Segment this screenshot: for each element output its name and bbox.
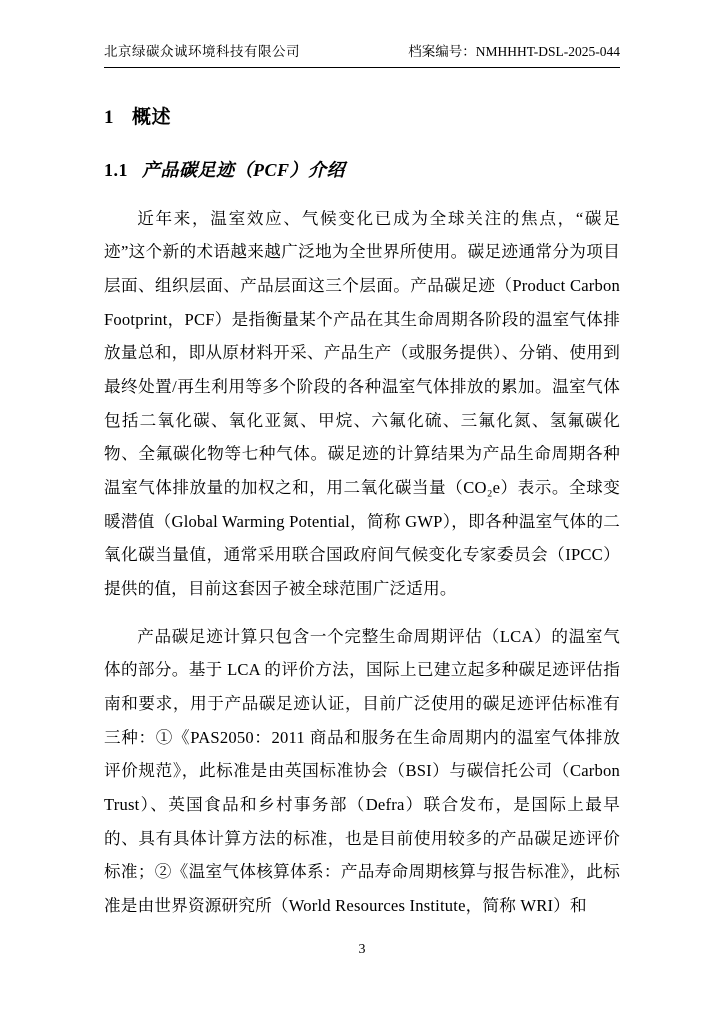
section-number: 1	[104, 107, 114, 128]
subsection-heading	[104, 157, 620, 184]
page-header	[104, 44, 620, 68]
header-archive-number	[408, 44, 620, 60]
paragraph-2: 产品碳足迹计算只包含一个完整生命周期评估（LCA）的温室气体的部分。基于 LCA 的评价方法，国际上已建立起多种碳足迹评估指南和要求，用于产品碳足迹认证，目前广泛使用的碳足迹评估标准有三种：①《PAS2050：2011 商品和服务在生命周期内的温室气体排放评价规范》，此标准是由英国标准协会（BSI）与碳信托公司（Carbon Trust）、英国食品和乡村事务部（Defra）联合发布，是国际上最早的、具有具体计算方法的标准，也是目前使用较多的产品碳足迹评价标准；②《温室气体核算体系：产品寿命周期核算与报告标准》，此标准是由世界资源研究所（World Resources Institute，简称 WRI）和	[104, 626, 620, 915]
archive-number-value: NMHHHT-DSL-2025-044	[475, 44, 620, 59]
paragraph-1: 近年来，温室效应、气候变化已成为全球关注的焦点，“碳足迹”这个新的术语越来越广泛地为全世界所使用。碳足迹通常分为项目层面、组织层面、产品层面这三个层面。产品碳足迹（Product Carbon Footprint，PCF）是指衡量某个产品在其生命周期各阶段的温室气体排放量总和，即从原材料开采、产品生产（或服务提供）、分销、使用到最终处置/再生利用等多个阶段的各种温室气体排放的累加。温室气体包括二氧化碳、氧化亚氮、甲烷、六氟化硫、三氟化氮、氢氟碳化物、全氟碳化物等七种气体。碳足迹的计算结果为产品生命周期各种温室气体排放量的加权之和，用二氧化碳当量（CO₂e）表示。全球变暖潜值（Global Warming Potential，简称 GWP），即各种温室气体的二氧化碳当量值，通常采用联合国政府间气候变化专家委员会（IPCC）提供的值，目前这套因子被全球范围广泛适用。	[104, 208, 620, 598]
header-company-name: 北京绿碳众诚环境科技有限公司	[104, 44, 300, 59]
section-heading	[104, 104, 620, 133]
document-content	[104, 90, 620, 923]
page-number: 3	[358, 942, 366, 957]
section-title: 概述	[132, 107, 172, 128]
subsection-number: 1.1	[104, 159, 128, 180]
subsection-title: 产品碳足迹（PCF）介绍	[142, 159, 346, 180]
archive-label: 档案编号：	[408, 44, 476, 59]
